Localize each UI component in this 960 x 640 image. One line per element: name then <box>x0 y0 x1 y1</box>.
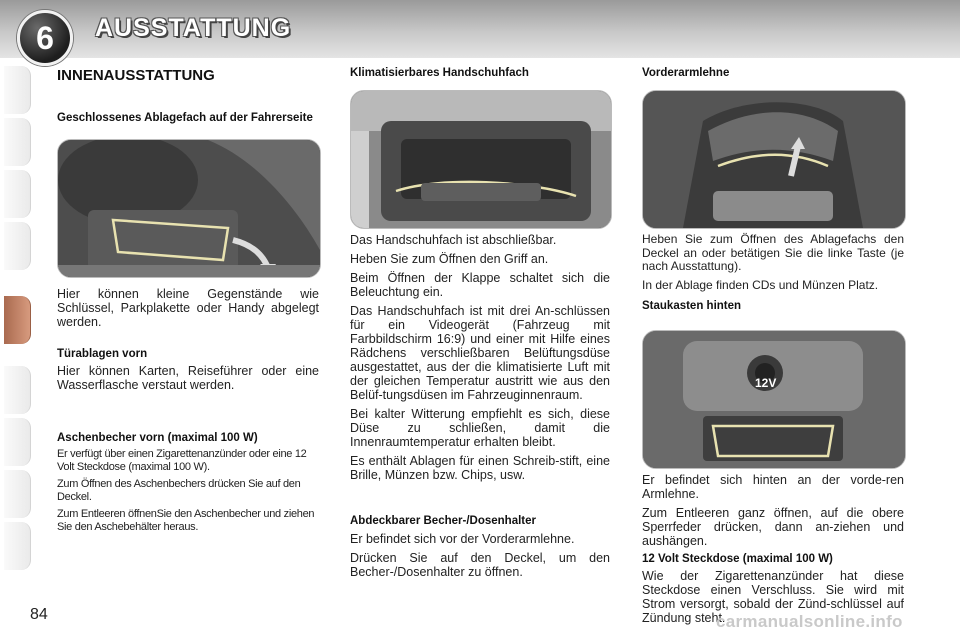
chapter-tab-2[interactable] <box>4 118 31 166</box>
paragraph: Zum Öffnen des Aschenbechers drücken Sie auf den Deckel. <box>57 478 301 503</box>
photo-glovebox <box>350 90 612 229</box>
chapter-tab-8[interactable] <box>4 418 31 466</box>
photo-driver-storage <box>57 139 321 278</box>
chapter-tab-6-active[interactable] <box>4 296 31 344</box>
paragraph: Beim Öffnen der Klappe schaltet sich die Beleuchtung ein. <box>350 271 610 299</box>
subsection-title: Türablagen vorn <box>57 348 148 360</box>
socket-12v-label: 12V <box>755 376 777 390</box>
photo-rear-storage <box>642 330 906 469</box>
paragraph: Drücken Sie auf den Deckel, um den Becher-/Dosenhalter zu öffnen. <box>350 551 610 579</box>
ashtray-block <box>57 432 322 538</box>
page-number: 84 <box>30 606 48 623</box>
chapter-number-badge: 6 <box>17 10 73 66</box>
chapter-tab-3[interactable] <box>4 170 31 218</box>
paragraph: Er befindet sich hinten an der vorde-ren Armlehne. <box>642 473 904 501</box>
photo-driver-storage-illustration <box>58 140 320 277</box>
paragraph: Heben Sie zum Öffnen den Griff an. <box>350 252 549 266</box>
column-1 <box>57 67 319 84</box>
armrest-title-block <box>642 67 904 80</box>
photo-armrest-illustration <box>643 91 905 228</box>
chapter-title: AUSSTATTUNG <box>95 14 292 42</box>
rear-storage-text <box>642 473 904 630</box>
chapter-tab-7[interactable] <box>4 366 31 414</box>
paragraph: Das Handschuhfach ist mit drei An-schlüssen für ein Videogerät (Fahrzeug mit Farbbildschirm 16:9) und einer mit Hilfe eines Rädchens verschließbaren Belüftungsdüse ausgestattet, aus der die klimatisierte Luft mit der gleichen Temperatur austritt wie aus den Belüf-tungsdüsen im Fahrzeuginnenraum. <box>350 304 610 402</box>
paragraph: Heben Sie zum Öffnen des Ablagefachs den Deckel an oder betätigen Sie die linke Taste (je nach Ausstattung). <box>642 232 904 273</box>
photo-rear-storage-illustration <box>643 331 905 468</box>
chapter-tab-9[interactable] <box>4 470 31 518</box>
chapter-tab-10[interactable] <box>4 522 31 570</box>
chapter-tab-4[interactable] <box>4 222 31 270</box>
paragraph: Das Handschuhfach ist abschließbar. <box>350 233 557 247</box>
paragraph: Wie der Zigarettenanzünder hat diese Steckdose einen Verschluss. Sie wird mit Strom versorgt, sobald der Zünd-schlüssel auf Zündung steht. <box>642 569 904 625</box>
door-pockets-block <box>57 348 319 397</box>
photo-armrest <box>642 90 906 229</box>
paragraph: Zum Entleeren ganz öffnen, auf die obere Sperrfeder drücken, dann an-ziehen und aushängen. <box>642 506 904 548</box>
glovebox-text <box>350 233 610 487</box>
armrest-text <box>642 233 904 313</box>
subsection-title: Geschlossenes Ablagefach auf der Fahrerseite <box>57 112 313 124</box>
chapter-tab-1[interactable] <box>4 66 31 114</box>
paragraph: Er befindet sich vor der Vorderarmlehne. <box>350 532 575 546</box>
cup-holder-block <box>350 515 610 584</box>
subsection-title: Abdeckbarer Becher-/Dosenhalter <box>350 515 536 527</box>
paragraph: Es enthält Ablagen für einen Schreib-stift, eine Brille, Münzen bzw. Chips, usw. <box>350 454 610 482</box>
photo-glovebox-illustration <box>351 91 611 228</box>
paragraph: In der Ablage finden CDs und Münzen Platz. <box>642 277 879 292</box>
driver-storage-text <box>57 287 319 334</box>
paragraph: Hier können Karten, Reiseführer oder eine Wasserflasche verstaut werden. <box>57 364 319 392</box>
paragraph: Zum Entleeren öffnenSie den Aschenbecher und ziehen Sie den Aschebehälter heraus. <box>57 508 315 533</box>
subsection-title: Klimatisierbares Handschuhfach <box>350 67 529 79</box>
chapter-tabs <box>0 66 34 576</box>
subsection-title: Vorderarmlehne <box>642 67 730 79</box>
subsection-title: Staukasten hinten <box>642 300 742 312</box>
section-title: INNENAUSSTATTUNG <box>57 67 215 84</box>
paragraph: Hier können kleine Gegenstände wie Schlüssel, Parkplakette oder Handy abgelegt werden. <box>57 287 319 329</box>
subsection-title: 12 Volt Steckdose (maximal 100 W) <box>642 553 833 565</box>
glovebox-driver-block <box>57 112 319 125</box>
watermark: carmanualsonline.info <box>716 612 903 631</box>
paragraph: Bei kalter Witterung empfiehlt es sich, diese Düse zu schließen, damit die Innenraumtemperatur erhalten bleibt. <box>350 407 610 449</box>
glovebox-title-block <box>350 67 610 80</box>
subsection-title: Aschenbecher vorn (maximal 100 W) <box>57 432 258 444</box>
paragraph: Er verfügt über einen Zigarettenanzünder oder eine 12 Volt Steckdose (maximal 100 W). <box>57 448 307 473</box>
